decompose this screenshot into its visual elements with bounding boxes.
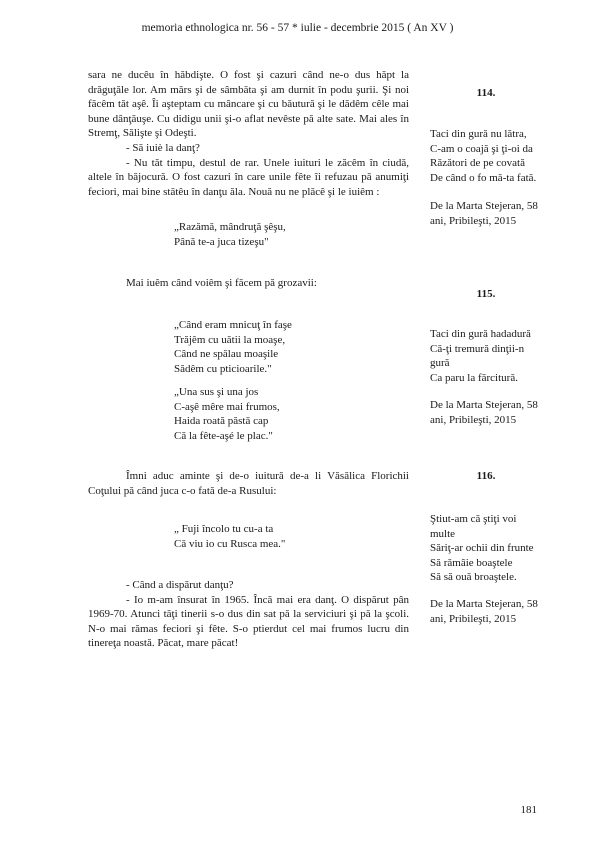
verse-line: Că la fête-aşé le plac."	[174, 429, 273, 442]
verse-line: „Una sus şi una jos	[174, 386, 259, 398]
page-number: 181	[520, 804, 537, 816]
paragraph: sara ne ducêu în hăbdişte. O fost şi cazuri când ne-o dus hăpt la drăguţăle lor. Am mărs şi de sâmbăta şi am durnit în podu şurii. Şi noi făcêm tăt aşê. Îi aşteptam cu mâncare şi cu băutură şi le dădêm cêle mai bune dânţăuşe. Cu didigu unii şi-o aflat nevêste pă alte sate. Mai ales în Stremţ, Sălişte şi Odeşti.	[88, 69, 409, 140]
verse-quote-3	[174, 385, 280, 443]
verse-line: „Când eram mnicuţ în faşe	[174, 319, 292, 331]
verse-line: Ca paru la fărcitură.	[430, 371, 518, 384]
verse-line: Când ne spălau moaşile	[174, 348, 279, 361]
verse-quote-2	[174, 318, 292, 376]
source-note-114: De la Marta Stejeran, 58 ani, Pribileşti, 2015	[430, 200, 538, 227]
verse-line: Sădêm cu pticioarile."	[174, 362, 272, 375]
side-verse-116	[430, 512, 542, 585]
verse-line: De când o fo mă-ta fată.	[430, 171, 537, 184]
interview-block-2	[88, 578, 409, 651]
verse-line: Haida roată păstă cap	[174, 415, 269, 428]
answer: - Io m-am însurat în 1965. Încă mai era danţ. O dispărut pân 1969-70. Atunci tăţi tinerii s-o dus din sat pă la serviciuri şi pă la şcoli. N-o mai rămas feciori şi fête. S-o ptierdut cel mai frumos lucru din tinereţa noastă. Păcat, mare păcat!	[88, 593, 409, 650]
paragraph: Mai iuêm când voiêm şi făcem pă grozavii:	[126, 277, 317, 289]
verse-line: „Razămă, mândruţă şêşu,	[174, 221, 286, 233]
verse-line: Ştiut-am că ştiţi voi multe	[430, 513, 517, 540]
entry-number-116: 116.	[476, 470, 496, 482]
side-verse-114	[430, 127, 542, 185]
verse-line: Taci din gură nu lătra,	[430, 128, 527, 140]
paragraph-2	[88, 276, 409, 291]
entry-number-115: 115.	[476, 288, 496, 300]
verse-line: Că-ţi tremură dinţii-n gură	[430, 342, 525, 370]
verse-line: Răzători de pe covată	[430, 157, 525, 170]
entry-number-114: 114.	[476, 87, 496, 99]
verse-line: Că viu io cu Rusca mea."	[174, 537, 286, 550]
verse-line: „ Fuji încolo tu cu-a ta	[174, 523, 274, 535]
side-verse-115	[430, 327, 542, 385]
running-header: memoria ethnologica nr. 56 - 57 * iulie - decembrie 2015 ( An XV )	[141, 22, 454, 34]
verse-line: C-am o coajă şi ţi-oi da	[430, 142, 533, 155]
verse-line: Trăjêm cu uătii la moaşe,	[174, 333, 286, 346]
verse-quote-1	[174, 220, 286, 249]
interview-block-1	[88, 68, 409, 199]
answer: - Nu tăt timpu, destul de rar. Unele iuituri le zăcêm în ciudă, altele în băjocură. O fost cazuri în care unile fête îi refuzau pă anumiţi feciori, mai bine stătêu în danţu ăla. Nouă nu ne plăcê şi le iuiêm :	[88, 156, 409, 198]
verse-line: Să să ouă broaştele.	[430, 571, 517, 584]
verse-line: Până te-a juca tizeşu"	[174, 235, 269, 248]
question: - Când a dispărut danţu?	[126, 579, 234, 591]
verse-line: C-aşê mêre mai frumos,	[174, 400, 280, 413]
verse-line: Taci din gură hadadură	[430, 328, 531, 340]
source-note-116: De la Marta Stejeran, 58 ani, Pribileşti, 2015	[430, 598, 538, 625]
question: - Să iuiè la danţ?	[126, 141, 200, 154]
source-note-115: De la Marta Stejeran, 58 ani, Pribileşti, 2015	[430, 399, 538, 426]
paragraph: Îmni aduc aminte şi de-o iuitură de-a li Văsălica Florichii Coţului pă când juca c-o fată de-a Rusului:	[88, 470, 409, 497]
paragraph-3	[88, 469, 409, 498]
verse-line: Săriţ-ar ochii din frunte	[430, 542, 534, 555]
verse-line: Să rămâie boaştele	[430, 556, 513, 569]
verse-quote-4	[174, 522, 285, 551]
